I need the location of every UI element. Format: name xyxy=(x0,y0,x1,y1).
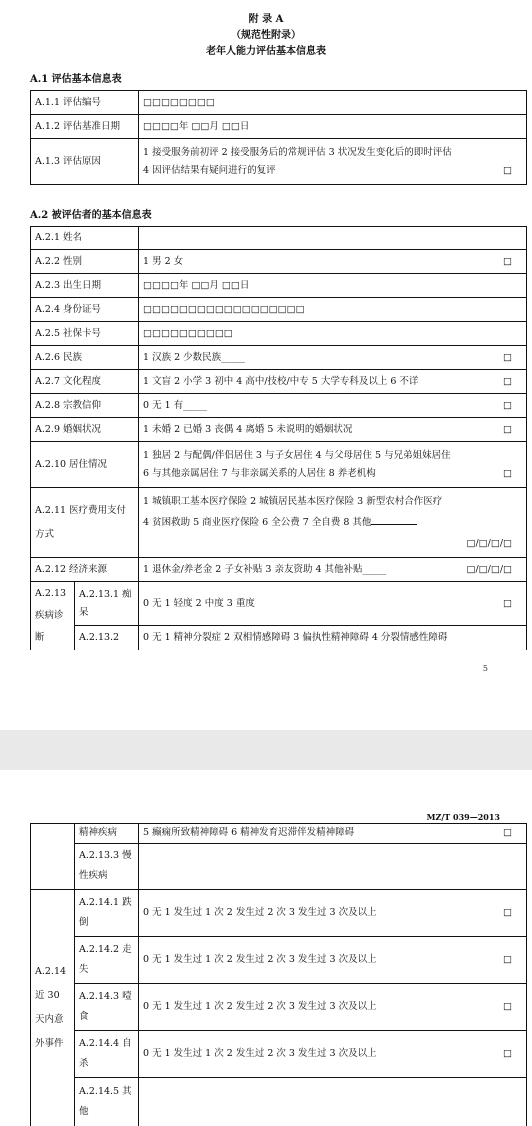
options-text: 0 无 1 有_____ xyxy=(143,399,207,411)
appendix-title: 附 录 A xyxy=(248,14,284,25)
options-text: 5 癫痫所致精神障碍 6 精神发育迟滞伴发精神障碍 xyxy=(143,826,355,838)
table-row xyxy=(31,1030,527,1077)
field-label: A.2.14.3 噎食 xyxy=(75,983,139,1030)
options-line xyxy=(143,162,522,180)
options-text: 0 无 1 发生过 1 次 2 发生过 2 次 3 发生过 3 次及以上 xyxy=(143,906,377,918)
section-heading-a2: A.2 被评估者的基本信息表 xyxy=(30,210,152,221)
events-label: A.2.14 近 30 天内意外事件 xyxy=(31,889,75,1126)
checkbox[interactable]: □ xyxy=(503,255,512,267)
disease-diagnosis-label-cont xyxy=(31,823,75,889)
marriage-options xyxy=(139,418,527,442)
checkbox-group[interactable]: □/□/□/□ xyxy=(466,563,512,575)
checkbox[interactable]: □ xyxy=(503,375,512,387)
checkbox[interactable]: □ xyxy=(503,1000,512,1012)
field-label: A.2.14.2 走失 xyxy=(75,936,139,983)
options-text: 1 文盲 2 小学 3 初中 4 高中/技校/中专 5 大学专科及以上 6 不详 xyxy=(143,375,419,387)
income-options xyxy=(139,558,527,582)
field-label: A.2.14.1 跌倒 xyxy=(75,889,139,936)
table-row xyxy=(31,889,527,936)
table-row xyxy=(31,1077,527,1126)
checkbox[interactable]: □ xyxy=(503,467,512,479)
assessment-number-boxes[interactable]: □□□□□□□□ xyxy=(139,91,527,115)
field-label: A.2.6 民族 xyxy=(31,346,139,370)
assessee-info-table-continued xyxy=(30,823,527,1126)
fall-options xyxy=(139,889,527,936)
table-row xyxy=(31,139,527,185)
name-input[interactable] xyxy=(139,227,527,250)
options-text: 4 贫困救助 5 商业医疗保险 6 全公费 7 全自费 8 其他 xyxy=(143,517,372,528)
blank-line[interactable] xyxy=(371,514,417,525)
field-label: A.2.13.3 慢性疾病 xyxy=(75,843,139,889)
field-label: A.2.14.4 自杀 xyxy=(75,1030,139,1077)
table-row xyxy=(31,418,527,442)
checkbox[interactable]: □ xyxy=(503,906,512,918)
residence-options xyxy=(139,442,527,488)
checkbox[interactable]: □ xyxy=(503,164,512,176)
field-label: A.1.1 评估编号 xyxy=(31,91,139,115)
assessment-reason-options xyxy=(139,139,527,185)
table-row xyxy=(31,488,527,558)
table-row xyxy=(31,322,527,346)
options-text: 0 无 1 发生过 1 次 2 发生过 2 次 3 发生过 3 次及以上 xyxy=(143,1047,377,1059)
normative-note: （规范性附录） xyxy=(231,30,301,41)
options-text: 4 因评估结果有疑问进行的复评 xyxy=(143,164,276,176)
options-text: 0 无 1 发生过 1 次 2 发生过 2 次 3 发生过 3 次及以上 xyxy=(143,1000,377,1012)
chronic-disease-input[interactable] xyxy=(139,843,527,889)
social-card-boxes[interactable]: □□□□□□□□□□ xyxy=(139,322,527,346)
ethnic-options xyxy=(139,346,527,370)
table-row xyxy=(31,843,527,889)
assessment-date-boxes[interactable]: □□□□年 □□月 □□日 xyxy=(139,115,527,139)
birth-date-boxes[interactable]: □□□□年 □□月 □□日 xyxy=(139,274,527,298)
table-row xyxy=(31,442,527,488)
document-page-2 xyxy=(0,770,532,1126)
field-label: A.2.9 婚姻状况 xyxy=(31,418,139,442)
field-label: A.2.10 居住情况 xyxy=(31,442,139,488)
suicide-options xyxy=(139,1030,527,1077)
checkbox[interactable]: □ xyxy=(503,399,512,411)
assessee-info-table xyxy=(30,226,527,650)
checkbox[interactable]: □ xyxy=(503,423,512,435)
religion-options xyxy=(139,394,527,418)
field-label: A.2.12 经济来源 xyxy=(31,558,139,582)
checkbox[interactable]: □ xyxy=(503,953,512,965)
field-label: A.2.13.1 痴呆 xyxy=(75,582,139,626)
field-label: A.2.7 文化程度 xyxy=(31,370,139,394)
education-options xyxy=(139,370,527,394)
medical-payment-options xyxy=(139,488,527,558)
checkbox[interactable]: □ xyxy=(503,1047,512,1059)
mental-disease-options: 0 无 1 精神分裂症 2 双相情感障碍 3 偏执性精神障碍 4 分裂情感性障碍 xyxy=(139,626,527,650)
table-row xyxy=(31,823,527,843)
gender-options xyxy=(139,250,527,274)
choke-options xyxy=(139,983,527,1030)
options-text: 1 汉族 2 少数民族_____ xyxy=(143,351,245,363)
assessment-info-table xyxy=(30,90,527,185)
checkbox[interactable]: □ xyxy=(503,597,512,609)
table-row xyxy=(31,227,527,250)
table-row xyxy=(31,582,527,626)
options-text: 6 与其他亲属居住 7 与非亲属关系的人居住 8 养老机构 xyxy=(143,467,376,479)
field-label: A.1.2 评估基准日期 xyxy=(31,115,139,139)
section-heading-a1: A.1 评估基本信息表 xyxy=(30,74,122,85)
page-number: 5 xyxy=(482,664,488,673)
table-row xyxy=(31,298,527,322)
field-label: A.2.4 身份证号 xyxy=(31,298,139,322)
field-label: A.2.3 出生日期 xyxy=(31,274,139,298)
options-text: 0 无 1 轻度 2 中度 3 重度 xyxy=(143,597,255,609)
disease-diagnosis-label: A.2.13 疾病诊断 xyxy=(31,582,75,650)
table-row xyxy=(31,558,527,582)
options-line: 1 城镇职工基本医疗保险 2 城镇居民基本医疗保险 3 新型农村合作医疗 xyxy=(143,496,443,507)
field-label: 精神疾病 xyxy=(75,823,139,843)
field-label: A.2.5 社保卡号 xyxy=(31,322,139,346)
options-line: 1 接受服务前初评 2 接受服务后的常规评估 3 状况发生变化后的即时评估 xyxy=(143,146,452,158)
standard-code: MZ/T 039—2013 xyxy=(426,812,500,822)
options-line xyxy=(143,512,522,533)
checkbox[interactable]: □ xyxy=(503,826,512,838)
table-row xyxy=(31,91,527,115)
field-label: A.2.2 性别 xyxy=(31,250,139,274)
id-card-boxes[interactable]: □□□□□□□□□□□□□□□□□□ xyxy=(139,298,527,322)
options-text: 1 男 2 女 xyxy=(143,255,184,267)
field-label: A.2.14.5 其他 xyxy=(75,1077,139,1126)
table-row xyxy=(31,626,527,650)
checkbox-group[interactable]: □/□/□/□ xyxy=(466,538,512,549)
options-text: 1 未婚 2 已婚 3 丧偶 4 离婚 5 未说明的婚姻状况 xyxy=(143,423,353,435)
options-line xyxy=(143,465,522,483)
table-row xyxy=(31,346,527,370)
options-text: 0 无 1 发生过 1 次 2 发生过 2 次 3 发生过 3 次及以上 xyxy=(143,953,377,965)
wander-options xyxy=(139,936,527,983)
table-row xyxy=(31,274,527,298)
options-text: 1 退休金/养老金 2 子女补贴 3 亲友资助 4 其他补贴_____ xyxy=(143,563,387,575)
other-event-input[interactable] xyxy=(139,1077,527,1126)
field-label: A.2.13.2 xyxy=(75,626,139,650)
table-row xyxy=(31,370,527,394)
options-line: 1 独居 2 与配偶/伴侣居住 3 与子女居住 4 与父母居住 5 与兄弟姐妹居住 xyxy=(143,449,451,461)
table-row xyxy=(31,936,527,983)
checkbox[interactable]: □ xyxy=(503,351,512,363)
field-label: A.2.1 姓名 xyxy=(31,227,139,250)
dementia-options xyxy=(139,582,527,626)
form-title: 老年人能力评估基本信息表 xyxy=(206,46,326,57)
field-label: A.2.11 医疗费用支付方式 xyxy=(31,488,139,558)
table-row xyxy=(31,115,527,139)
field-label: A.2.8 宗教信仰 xyxy=(31,394,139,418)
table-row xyxy=(31,983,527,1030)
field-label: A.1.3 评估原因 xyxy=(31,139,139,185)
table-row xyxy=(31,250,527,274)
mental-disease-options-cont xyxy=(139,823,527,843)
table-row xyxy=(31,394,527,418)
